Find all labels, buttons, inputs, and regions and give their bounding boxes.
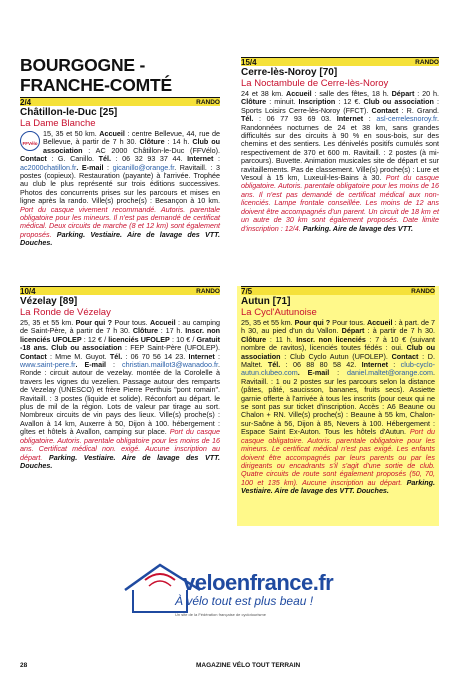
region-title-line1: BOURGOGNE - <box>20 55 146 75</box>
website-link[interactable]: www.saint-pere.fr <box>20 360 76 370</box>
event-name: La Ronde de Vézelay <box>20 307 111 318</box>
listing-header <box>20 286 220 295</box>
event-town: Châtillon-le-Duc [25] <box>20 107 118 118</box>
magazine-name: MAGAZINE VÉLO TOUT TERRAIN <box>196 662 301 669</box>
event-date: 15/4 <box>241 58 257 67</box>
listing-autun <box>241 286 435 496</box>
region-title <box>20 55 172 95</box>
email-link[interactable]: gicanillo@orange.fr <box>112 162 175 172</box>
event-town: Autun [71] <box>241 296 291 307</box>
event-type: RANDO <box>196 288 220 295</box>
listing-cerre <box>241 57 439 233</box>
website-link[interactable]: club-cyclo-autun.clubeo.com <box>241 360 435 378</box>
event-details: 25, 35 et 55 km. Pour qui ? Pour tous. Accueil : à part. de 7 h 30, au pied d'un du Vallon. Départ : à partir de 7 h 30. Clôture : 11 h. Inscr. non licenciés : 7 à 10 € (suivant nombre de ravitos), licenciés toutes fédés : oui. Club ou association : Club Cyclo Autun (UFOLEP). Contact : D. Maltet. Tél. : 06 88 80 58 42. Internet : club-cyclo-autun.clubeo.com. E-mail : daniel.maltet@orange.com. Ravitaill. : 1 ou 2 postes sur les parcours selon la distance (pâtes, pâté, saucisson, bananes, fruits secs). Assiette garnie offerte à l'arrivée à tous les inscrits (pour ceux qui ne se sont pas sur ticket d'inscription. Accès : A6 Beaune ou Chalon + RN. Ville(s) proche(s) : Beaune à 55 km, Chalon-sur-Saône à 56, Dijon à 85, Nevers à 100. Hébergement : Espace Saint Ex-Auton. Tous les hôtels d'Autun. Port du casque obligatoire. Autoris. parentale obligatoire pour les mineurs. Le certificat médical n'est pas exigé. Les enfants doivent être accompagnés par leurs parents ou par les dirigeants ou encadrants s'il s'agit d'une sortie de club. Quatre circuits de route sont également proposés (50, 70, 100 et 135 km). Aucune inscription au départ. Parking. Vestiaire. Aire de lavage des VTT. Douches. <box>241 318 435 496</box>
event-details: FFVélo 15, 35 et 50 km. Accueil : centre Bellevue, 44, rue de Bellevue, à partir de 7 h 30. Clôture : 14 h. Club ou association : AC 2000 Châtillon-le-Duc (FFVélo). Contact : G. Canillo. Tél. : 06 32 93 37 44. Internet : ac2000chatillon.fr. E-mail : gicanillo@orange.fr. Ravitaill. : 3 postes (copieux). Restauration (payante) à l'arrivée. Trophée au club le plus représenté sur trois éditions successives. Photos des concurrents prises sur les parcours et mises en ligne après la rando. Ville(s) proche(s) : Besançon à 10 km. Port du casque vivement recommandé. Autoris. parentale obligatoire pour les mineurs. Il n'est pas demandé de certificat médical. Deux circuits de marche (8 et 12 km) sont également proposés. Parking. Vestiaire. Aire de lavage des VTT. Douches. <box>20 129 220 248</box>
event-type: RANDO <box>415 59 439 66</box>
event-town: Cerre-lès-Noroy [70] <box>241 67 338 78</box>
ffvelo-logo-icon: FFVélo <box>20 131 40 151</box>
event-name: La Noctambule de Cerre-lès-Noroy <box>241 78 389 89</box>
site-tagline: À vélo tout est plus beau ! <box>175 594 314 608</box>
event-type: RANDO <box>196 99 220 106</box>
event-date: 7/5 <box>241 287 253 296</box>
listing-vezelay <box>20 286 220 470</box>
event-town: Vézelay [89] <box>20 296 78 307</box>
email-link[interactable]: christian.maillot3@wanadoo.fr <box>121 360 218 370</box>
event-name: La Dame Blanche <box>20 118 96 129</box>
event-details: 24 et 38 km. Accueil : salle des fêtes, 18 h. Départ : 20 h. Clôture : minuit. Inscription : 12 €. Club ou association : Sports Loisirs Cerre-lès-Noroy (FFCT). Contact : R. Grand. Tél. : 06 77 93 69 03. Internet : asl-cerrelesnoroy.fr. Randonnées nocturnes de 24 et 38 km, sans grandes difficultés sur des circuits à 90 % en sous-bois, sur des chemins et des sentiers. Les dénivelés positifs cumulés sont respectivement de 370 et 600 m. Ravitaill. : 2 postes (à mi-parcours). Buvette. Animation musicales site de départ et sur ravitaillements. Pas de classement. Ville(s) proche(s) : Lure et Vesoul à 15 km, Luxeuil-les-Bains à 30. Port du casque obligatoire. Autoris. parentale obligatoire pour les moins de 16 ans. Il n'est pas demandé de certificat médical aux non-licenciés. Lampe frontale conseillée. Les moins de 12 ans doivent être accompagnés d'un parent. Un circuit de 18 km et un autre de 30 km sont également proposés. Date limite d'inscription : 12/4. Parking. Aire de lavage des VTT. <box>241 89 439 233</box>
site-subtitle: Un site de la Fédération française de cyclotourisme <box>175 612 266 617</box>
event-type: RANDO <box>411 288 435 295</box>
listing-header <box>20 97 220 106</box>
listing-header <box>241 57 439 66</box>
site-name: veloenfrance.fr <box>183 570 334 595</box>
website-link[interactable]: ac2000chatillon.fr <box>20 162 77 172</box>
website-link[interactable]: asl-cerrelesnoroy.fr <box>376 114 437 124</box>
veloenfrance-ad[interactable] <box>115 560 360 635</box>
region-title-line2: FRANCHE-COMTÉ <box>20 75 172 95</box>
event-date: 2/4 <box>20 98 32 107</box>
listing-header <box>241 286 435 295</box>
event-name: La Cycl'Autunoise <box>241 307 317 318</box>
page-number: 28 <box>20 662 28 669</box>
listing-chatillon <box>20 97 220 248</box>
email-link[interactable]: daniel.maltet@orange.com <box>346 368 433 378</box>
event-date: 10/4 <box>20 287 36 296</box>
event-details: 25, 35 et 55 km. Pour qui ? Pour tous. Accueil : au camping de Saint-Père, à partir de 7 h 30. Clôture : 17 h. Inscr. non licenciés UFOLEP : 12 € / licenciés UFOLEP : 10 € / Gratuit -18 ans. Club ou association : FEP Saint-Père (UFOLEP). Contact : Mme M. Guyot. Tél. : 06 70 56 14 23. Internet : www.saint-pere.fr. E-mail : christian.maillot3@wanadoo.fr. Ronde : circuit autour de vezelay. montée de la Corolelle à travers les vignes du vezelien. Passage autour des remparts de Vezelay (UNESCO) et frère Pierre Perthuis "pont romain". Ravitaill. : 3 postes (liquide et solide). Réconfort au départ. le plus de mil de la région. Lots de valeur par tirage au sort. Nombreux circuits de vin pays des lieux. Ville(s) proche(s) : Avallon à 14 km, Auxerre à 50, Dijon à 100. hébergement : gîtes et hôtels à Avallon, camping sur place. Port du casque obligatoire. Autoris. parentale obligatoire pour les moins de 16 ans. Certificat médical non. exigé. Aucune inscription au départ. Parking. Vestiaire. Aire de lavage des VTT. Douches. <box>20 318 220 470</box>
